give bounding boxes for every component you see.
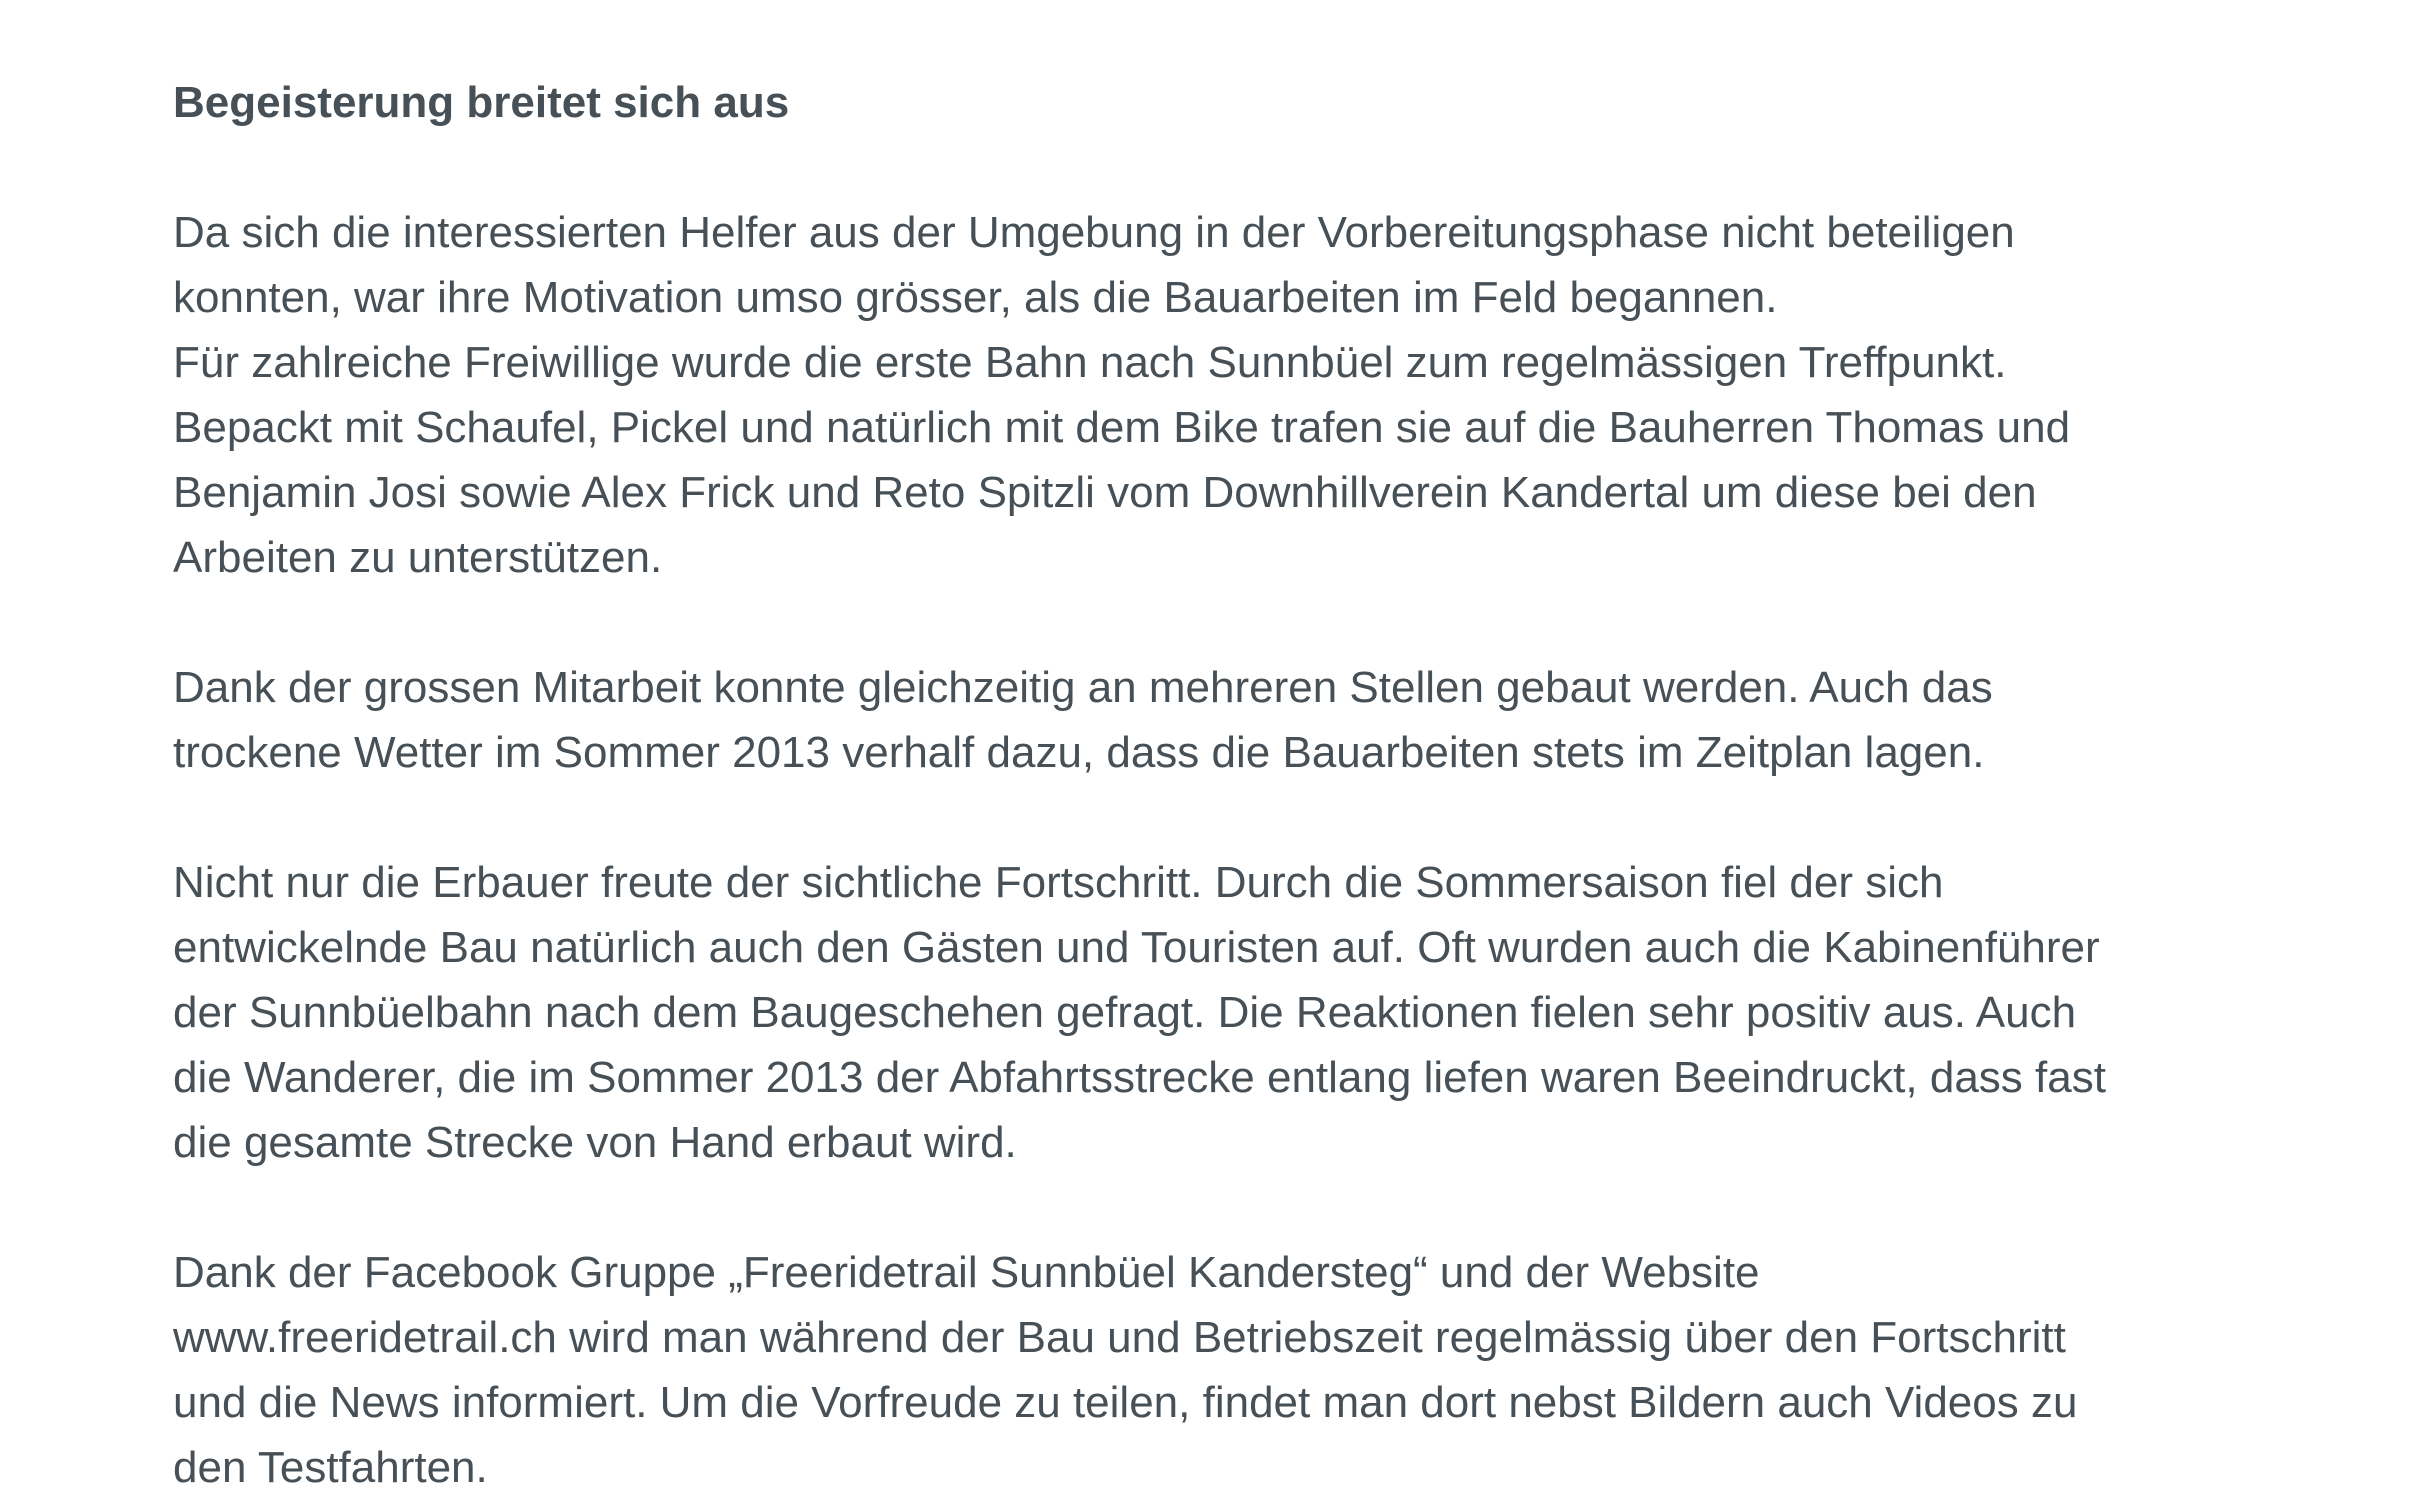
paragraph-line: Da sich die interessierten Helfer aus der Umgebung in der Vorbereitungsphase nicht beteiligen [173, 208, 2015, 257]
paragraph-line: die Wanderer, die im Sommer 2013 der Abfahrtsstrecke entlang liefen waren Beeindruckt, dass fast [173, 1053, 2106, 1102]
paragraph-1 [173, 200, 2273, 590]
paragraph-4 [173, 1240, 2273, 1500]
paragraph-line: trockene Wetter im Sommer 2013 verhalf dazu, dass die Bauarbeiten stets im Zeitplan lagen. [173, 728, 1985, 777]
paragraph-line: www.freeridetrail.ch wird man während der Bau und Betriebszeit regelmässig über den Fortschritt [173, 1313, 2066, 1362]
paragraph-line: Benjamin Josi sowie Alex Frick und Reto Spitzli vom Downhillverein Kandertal um diese bei den [173, 468, 2037, 517]
paragraph-line: Dank der Facebook Gruppe „Freeridetrail Sunnbüel Kandersteg“ und der Website [173, 1248, 1760, 1297]
paragraph-line: konnten, war ihre Motivation umso grösser, als die Bauarbeiten im Feld begannen. [173, 273, 1778, 322]
paragraph-3 [173, 850, 2273, 1175]
paragraph-line: Bepackt mit Schaufel, Pickel und natürlich mit dem Bike trafen sie auf die Bauherren Thomas und [173, 403, 2071, 452]
paragraph-line: Dank der grossen Mitarbeit konnte gleichzeitig an mehreren Stellen gebaut werden. Auch das [173, 663, 1993, 712]
paragraph-2 [173, 655, 2273, 785]
paragraph-line: der Sunnbüelbahn nach dem Baugeschehen gefragt. Die Reaktionen fielen sehr positiv aus. Auch [173, 988, 2077, 1037]
section-heading: Begeisterung breitet sich aus [173, 78, 790, 127]
paragraph-line: entwickelnde Bau natürlich auch den Gästen und Touristen auf. Oft wurden auch die Kabinenführer [173, 923, 2100, 972]
paragraph-line: Nicht nur die Erbauer freute der sichtliche Fortschritt. Durch die Sommersaison fiel der sich [173, 858, 1944, 907]
paragraph-line: Arbeiten zu unterstützen. [173, 533, 663, 582]
paragraph-line: Für zahlreiche Freiwillige wurde die erste Bahn nach Sunnbüel zum regelmässigen Treffpunkt. [173, 338, 2007, 387]
paragraph-line: die gesamte Strecke von Hand erbaut wird. [173, 1118, 1017, 1167]
paragraph-line: und die News informiert. Um die Vorfreude zu teilen, findet man dort nebst Bildern auch Videos zu [173, 1378, 2078, 1427]
document-body [173, 70, 2273, 1500]
paragraph-line: den Testfahrten. [173, 1443, 488, 1492]
